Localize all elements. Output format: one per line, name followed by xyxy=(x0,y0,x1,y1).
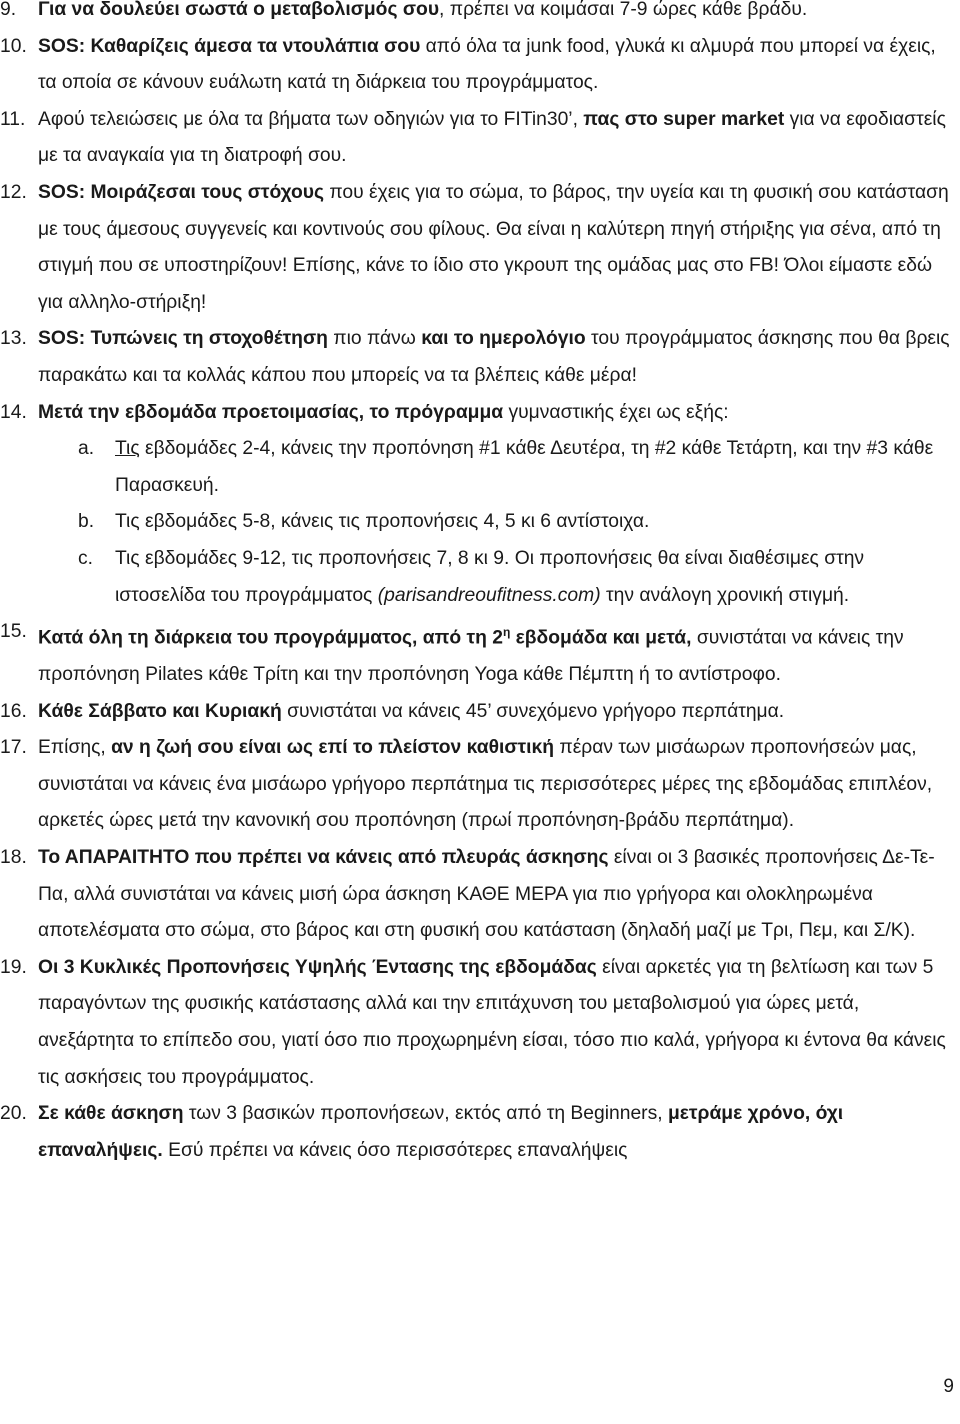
text-run: SOS: Μοιράζεσαι τους στόχους xyxy=(38,181,325,203)
item-number: 15. xyxy=(0,621,27,643)
item-number: 19. xyxy=(0,956,27,978)
list-item xyxy=(0,950,960,1096)
text-run: Εσύ πρέπει να κάνεις όσο περισσότερες επαναλήψεις xyxy=(162,1139,628,1161)
item-number: 9. xyxy=(0,0,17,20)
item-number: 13. xyxy=(0,328,27,350)
text-run: Το ΑΠΑΡΑΙΤΗΤΟ που πρέπει να κάνεις από πλευράς άσκησης xyxy=(38,847,609,869)
text-run: αν η ζωή σου είναι ως επί το πλείστον καθιστική xyxy=(111,737,555,759)
text-run: Κατά όλη τη διάρκεια του προγράμματος, από τη 2 xyxy=(38,627,503,649)
list-item xyxy=(0,694,960,731)
list-item xyxy=(0,730,960,840)
text-run: είναι οι 3 βασικές προπονήσεις Δε-Τε-Πα, αλλά συνιστάται να κάνεις μισή ώρα άσκηση ΚΑΘΕ ΜΕΡΑ για πιο γρήγορα και ολοκληρωμένα αποτελέσματα στο σώμα, στο βάρος και στη φυσική σου κατάσταση (δηλαδή μαζί με Τρι, Πεμ, και Σ/Κ). xyxy=(38,847,935,942)
item-number: 10. xyxy=(0,35,27,57)
text-run: εβδομάδα και μετά, xyxy=(510,627,692,649)
text-run: του προγράμματος άσκησης που θα βρεις παρακάτω και τα κολλάς κάπου που μπορείς να τα βλέπεις κάθε μέρα! xyxy=(38,328,950,386)
list-item xyxy=(0,0,960,29)
text-run: για να εφοδιαστείς με τα αναγκαία για τη διατροφή σου. xyxy=(38,108,946,167)
text-run: Για να δουλεύει σωστά ο μεταβολισμός σου xyxy=(38,0,440,20)
sub-list-item xyxy=(0,541,960,614)
sub-item-letter: c. xyxy=(78,547,93,569)
list-item xyxy=(0,321,960,394)
text-run: πιο πάνω xyxy=(327,328,422,350)
text-run: και το ημερολόγιο xyxy=(421,328,586,350)
list-item xyxy=(0,102,960,175)
item-number: 20. xyxy=(0,1103,27,1125)
text-run: την ανάλογη χρονική στιγμή. xyxy=(600,584,850,606)
list-item xyxy=(0,614,960,694)
sub-list-item xyxy=(0,431,960,504)
text-run: Τις εβδομάδες 9-12, τις προπονήσεις 7, 8 κι 9. Οι προπονήσεις θα είναι διαθέσιμες στην ιστοσελίδα του προγράμματος xyxy=(115,547,865,606)
text-run: πέραν των μισάωρων προπονήσεών μας, συνιστάται να κάνεις ένα μισάωρο γρήγορο περπάτημα τις περισσότερες μέρες της εβδομάδας επιπλέον, αρκετές ώρες μετά την κανονική σου προπόνηση (πρωί προπόνηση-βράδυ περπάτημα). xyxy=(38,737,933,832)
text-run: SOS: Καθαρίζεις άμεσα τα ντουλάπια σου xyxy=(38,35,421,57)
text-run: η xyxy=(502,625,511,640)
list-item xyxy=(0,840,960,950)
text-run: συνιστάται να κάνεις την προπόνηση Pilates κάθε Τρίτη και την προπόνηση Yoga κάθε Πέμπτη ή το αντίστροφο. xyxy=(38,627,904,686)
sub-item-letter: a. xyxy=(78,438,95,460)
item-number: 11. xyxy=(0,108,26,130)
item-number: 14. xyxy=(0,401,27,423)
item-number: 17. xyxy=(0,737,27,759)
item-number: 16. xyxy=(0,700,27,722)
text-run: Σε κάθε άσκηση xyxy=(38,1103,184,1125)
text-run: Μετά την εβδομάδα προετοιμασίας, το πρόγραμμα xyxy=(38,401,504,423)
item-number: 12. xyxy=(0,181,27,203)
text-run: μετράμε χρόνο, όχι επαναλήψεις. xyxy=(38,1103,844,1161)
sub-list-item xyxy=(0,504,960,541)
text-run: Αφού τελειώσεις με όλα τα βήματα των οδηγιών για το FITin30’, xyxy=(38,108,584,130)
text-run: Τις εβδομάδες 5-8, κάνεις τις προπονήσεις 4, 5 κι 6 αντίστοιχα. xyxy=(115,511,650,533)
text-run: Οι 3 Κυκλικές Προπονήσεις Υψηλής Έντασης της εβδομάδας xyxy=(38,956,597,978)
text-run: Κάθε Σάββατο και Κυριακή xyxy=(38,700,282,722)
text-run: των 3 βασικών προπονήσεων, εκτός από τη Beginners, xyxy=(183,1103,668,1125)
text-run: που έχεις για το σώμα, το βάρος, την υγεία και τη φυσική σου κατάσταση με τους άμεσους συγγενείς και κοντινούς σου φίλους. Θα είναι η καλύτερη πηγή στήριξης για σένα, από τη στιγμή που σε υποστηρίζουν! Επίσης, κάνε το ίδιο στο γκρουπ της ομάδας μας στο FB! Όλοι είμαστε εδώ για αλληλο-στήριξη! xyxy=(38,181,949,313)
text-run: , πρέπει να κοιμάσαι 7-9 ώρες κάθε βράδυ. xyxy=(439,0,808,20)
list-item xyxy=(0,1096,960,1169)
item-number: 18. xyxy=(0,847,27,869)
text-run: Επίσης, xyxy=(38,737,112,759)
page-number: 9 xyxy=(943,1376,954,1397)
text-run: γυμναστικής έχει ως εξής: xyxy=(503,401,729,423)
text-run: Τις xyxy=(115,438,140,460)
list-item xyxy=(0,395,960,432)
text-run: πας στο super market xyxy=(583,108,785,130)
text-run: (parisandreoufitness.com) xyxy=(377,584,601,606)
text-run: είναι αρκετές για τη βελτίωση και των 5 παραγόντων της φυσικής κατάστασης αλλά και την επιτάχυνση του μεταβολισμού για ώρες μετά, ανεξάρτητα το επίπεδο σου, γιατί όσο πιο προχωρημένη είσαι, τόσο πιο καλά, γρήγορα κι έντονα θα κάνεις τις ασκήσεις του προγράμματος. xyxy=(38,956,946,1088)
text-run: εβδομάδες 2-4, κάνεις την προπόνηση #1 κάθε Δευτέρα, τη #2 κάθε Τετάρτη, και την #3 κάθε Παρασκευή. xyxy=(115,438,934,496)
text-run: SOS: Τυπώνεις τη στοχοθέτηση xyxy=(38,328,328,350)
sub-item-letter: b. xyxy=(78,511,95,533)
text-run: από όλα τα junk food, γλυκά κι αλμυρά που μπορεί να έχεις, τα οποία σε κάνουν ευάλωτη κατά τη διάρκεια του προγράμματος. xyxy=(38,35,936,94)
list-item xyxy=(0,175,960,321)
text-run: συνιστάται να κάνεις 45’ συνεχόμενο γρήγορο περπάτημα. xyxy=(281,700,785,722)
list-item xyxy=(0,29,960,102)
